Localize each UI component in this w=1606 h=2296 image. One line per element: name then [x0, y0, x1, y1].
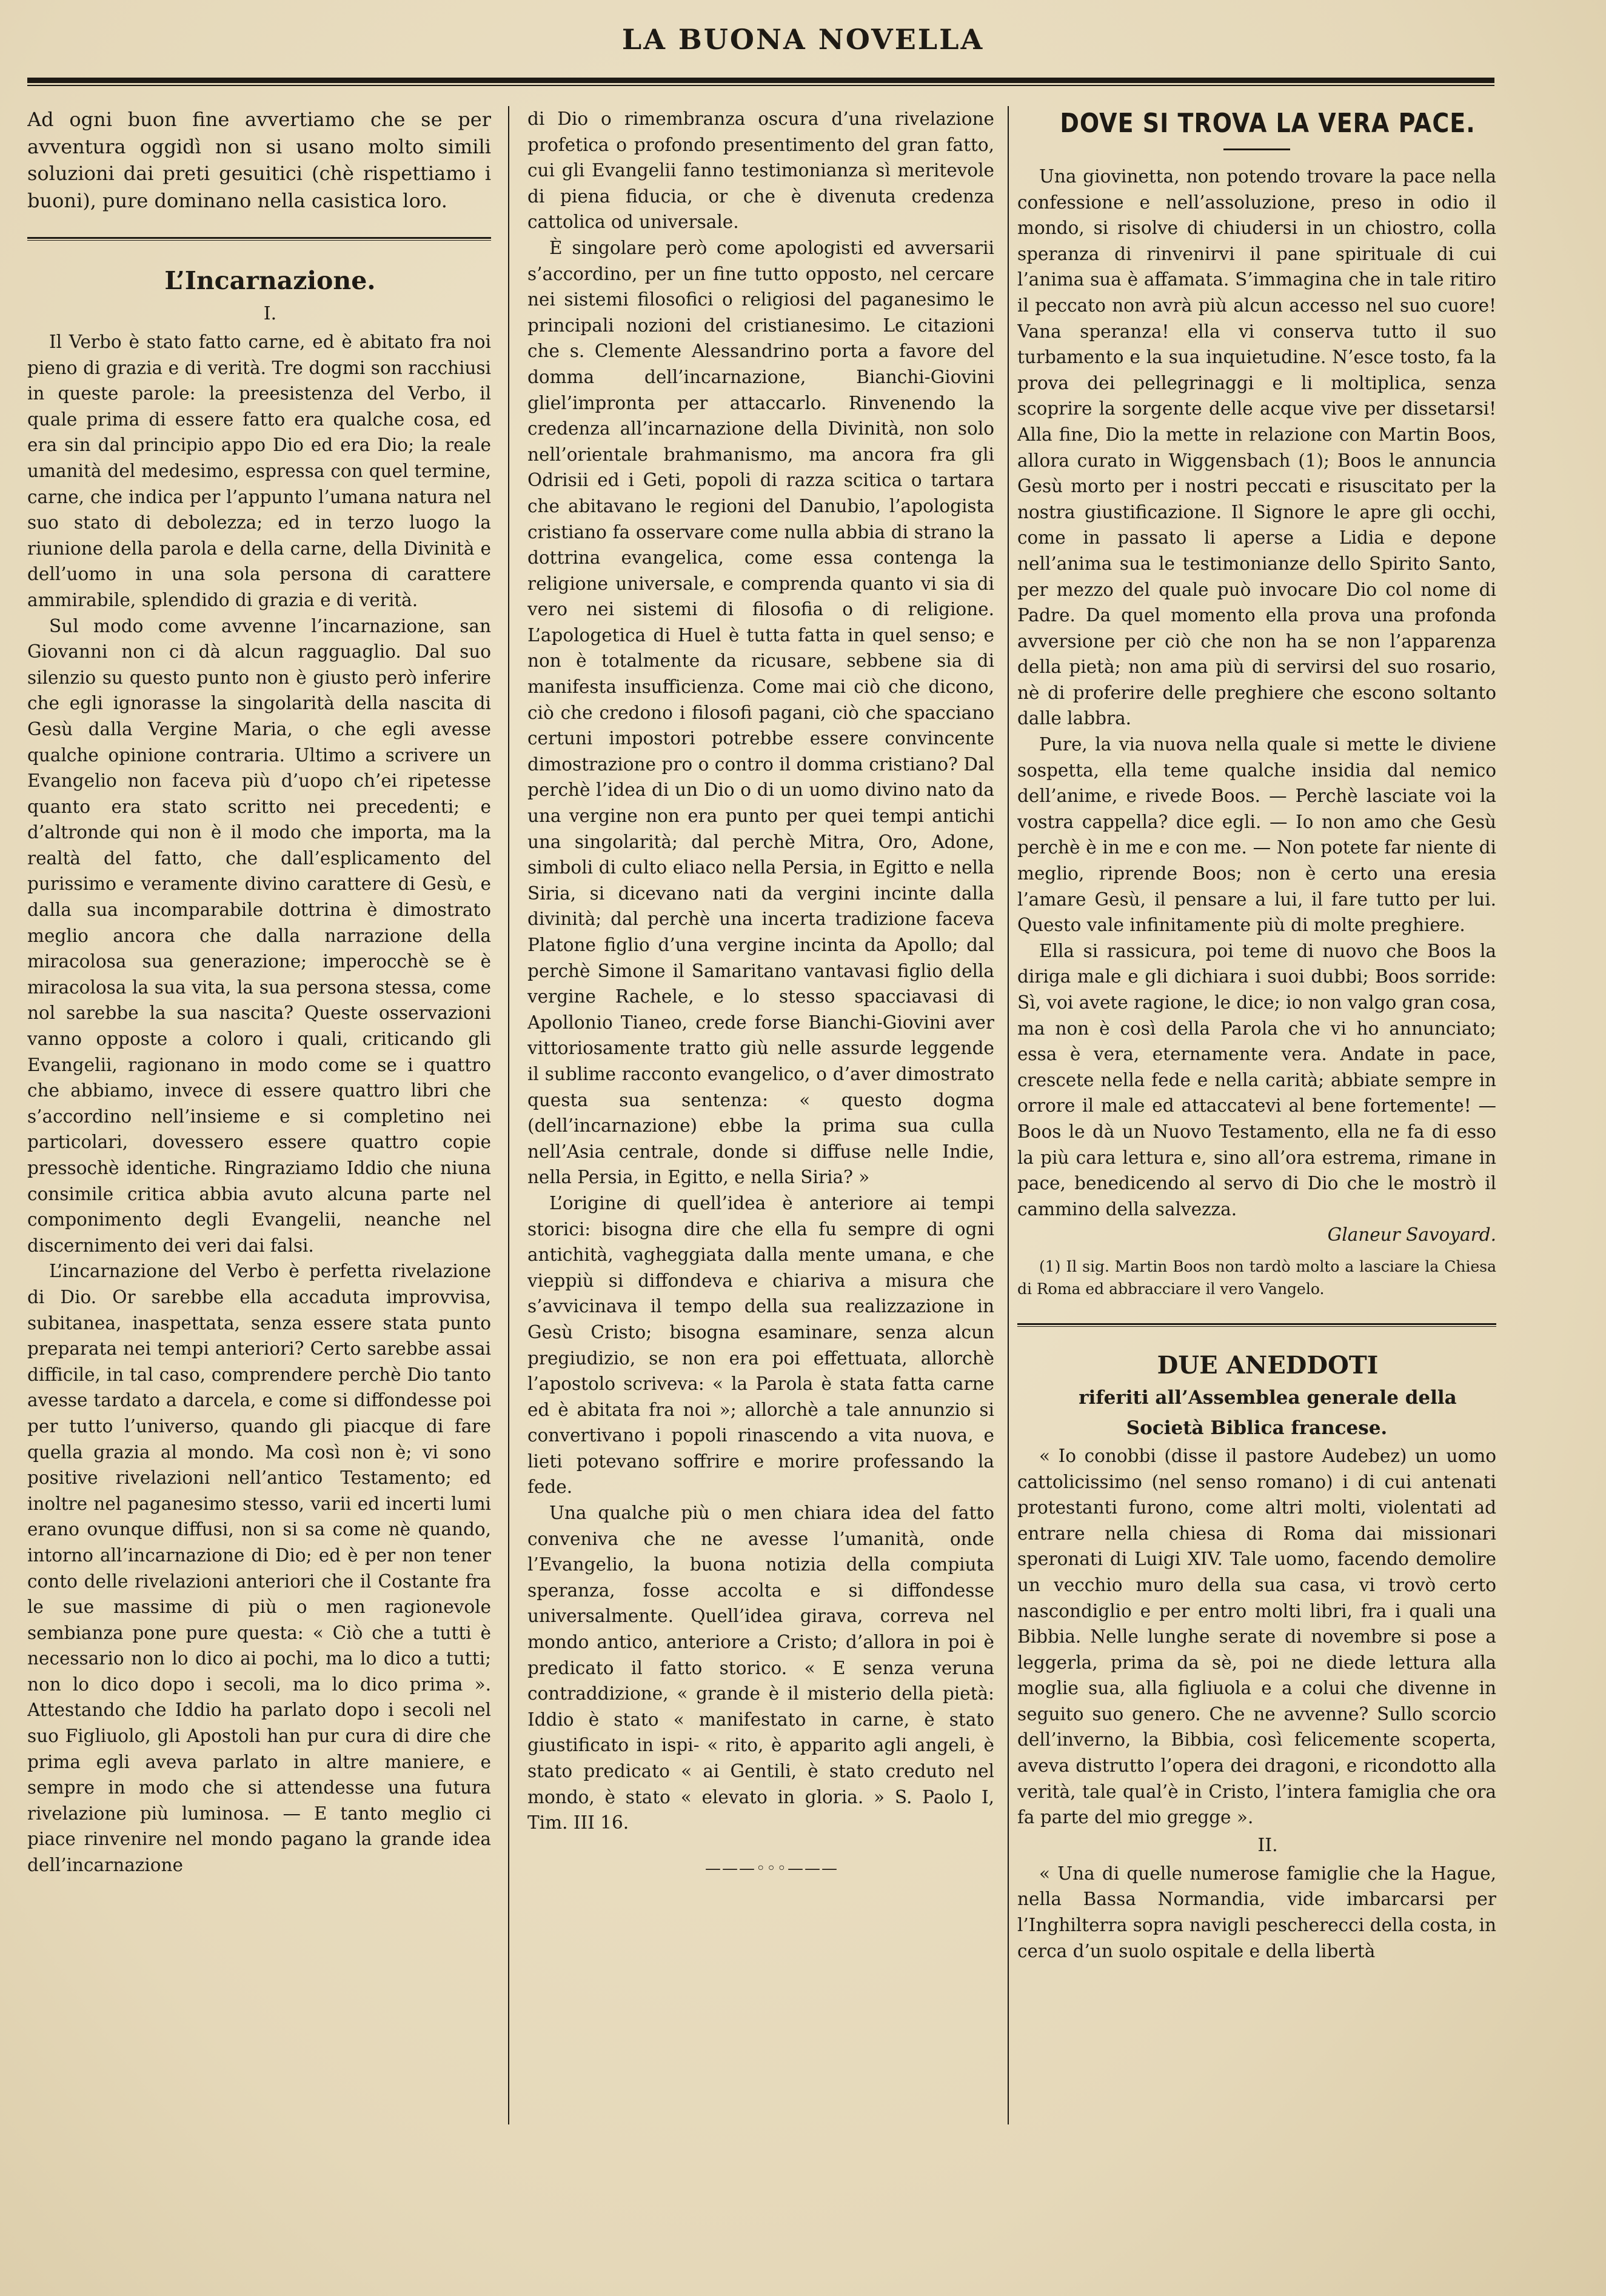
column-rule-2: [1008, 106, 1009, 2124]
paragraph: Ella si rassicura, poi teme di nuovo che Boos la diriga male e gli dichiara i suoi dubbi; Boos sorride: Sì, voi avete ragione, le dice; io non valgo gran cosa, ma non è così della Parola che vi ho annunciato; essa è vera, eternamente vera. Andate in pace, crescete nella fede e nella carità; abbiate sempre in orrore il male ed attaccatevi al bene fortemente! — Boos le dà un Nuovo Testamento, ella ne fa di esso la più cara lettura e, sino all’ora estrema, rimane in pace, benedicendo al servo di Dio che le mostrò il cammino della salvezza.: [1017, 940, 1496, 1220]
paragraph: L’incarnazione del Verbo è perfetta rivelazione di Dio. Or sarebbe ella accaduta improvvisa, subitanea, inaspettata, senza essere stata punto preparata nei tempi anteriori? Certo sarebbe assai difficile, in tal caso, comprendere perchè Dio tanto avesse tardato a darcela, e come si diffondesse poi per tutto l’universo, quando gli piacque di fare quella grazia al mondo. Ma così non è; vi sono positive rivelazioni nell’antico Testamento; ed inoltre nel paganesimo stesso, varii ed incerti lumi erano ovunque diffusi, non si sa come nè quando, intorno all’incarnazione di Dio; ed è per non tener conto delle rivelazioni anteriori che il Costante fra le sue massime di più o men ragionevole sembianza pone pure questa: « Ciò che a tutti è necessario non lo dico ai pochi, ma lo dico a tutti; non lo dico dopo i secoli, ma lo dico prima ». Attestando che Iddio ha parlato dopo i secoli nel suo Figliuolo, gli Apostoli han pur cura di dire che prima egli aveva parlato in altre maniere, e sempre in modo che si attendesse una futura rivelazione più luminosa. — E tanto meglio ci piace rinvenire nel mondo pagano la grande idea dell’incarnazione: [27, 1261, 491, 1876]
paragraph: L’origine di quell’idea è anteriore ai tempi storici: bisogna dire che ella fu sempre di ogni antichità, vagheggiata dalla mente umana, e che vieppiù si diffondeva e chiariva a misura che s’avvicinava il tempo della sua realizzazione in Gesù Cristo; bisogna esaminare, senza alcun pregiudizio, se non era poi effettuata, allorchè l’apostolo scriveva: « la Parola è stata fatta carne ed è abitata fra noi »; allorchè a tale annunzio si convertivano i popoli rinascendo a vita nuova, e lieti potevano soffrire e morire professando la fede.: [527, 1192, 994, 1498]
anecdote-1: « Io conobbi (disse il pastore Audebez) un uomo cattolicissimo (nel senso romano) i di cui antenati protestanti furono, come altri molti, violentati ad entrare nella chiesa di Roma dai missionari speronati di Luigi XIV. Tale uomo, facendo demolire un vecchio muro della sua casa, vi trovò certo nascondiglio e per entro molti libri, fra i quali una Bibbia. Nelle lunghe serate di novembre si pose a leggerla, prima da sè, poi ne diede lettura alla moglie sua, alla figliuola e a colui che divenne in seguito suo genero. Che ne avvenne? Sullo scorcio dell’inverno, la Bibbia, così felicemente scoperta, aveva distrutto l’opera dei dragoni, e ricondotto alla verità, tale qual’è in Cristo, l’intera famiglia che ora fa parte del mio gregge ».: [1017, 1445, 1496, 1828]
footnote: (1) Il sig. Martin Boos non tardò molto a lasciare la Chiesa di Roma ed abbracciare il vero Vangelo.: [1017, 1257, 1496, 1298]
column-1: [27, 106, 491, 2179]
section-number: II.: [1257, 1834, 1278, 1856]
signature: Glaneur Savoyard.: [1327, 1224, 1496, 1246]
section-number: I.: [263, 303, 277, 324]
section-separator: [27, 237, 491, 241]
paragraph: Sul modo come avvenne l’incarnazione, san Giovanni non ci dà alcun ragguaglio. Dal suo silenzio su questo punto non è giusto però inferire che egli ignorasse la singolarità della nascita di Gesù dalla Vergine Maria, o che egli avesse qualche opinione contraria. Ultimo a scrivere un Evangelio non faceva più d’uopo ch’ei ripetesse quanto era stato scritto nei precedenti; e d’altronde qui non è il modo che importa, ma la realtà del fatto, che dall’esplicamento del purissimo e veramente divino carattere di Gesù, e dalla sua incomparabile dottrina è dimostrato meglio ancora che dalla narrazione della miracolosa sua generazione; imperocchè se è miracolosa la sua vita, la sua persona stessa, come nol sarebbe la sua nascita? Queste osservazioni vanno opposte a coloro i quali, criticando gli Evangelii, ragionano in modo come se i quattro che abbiamo, invece di essere quattro libri che s’accordino nell’insieme e si completino nei particolari, dovessero essere quattro copie pressochè identiche. Ringraziamo Iddio che niuna consimile critica abbia avuto alcuna parte nel componimento degli Evangelii, neanche nel discernimento dei veri dai falsi.: [27, 615, 491, 1256]
column-rule-1: [508, 106, 509, 2124]
paragraph: di Dio o rimembranza oscura d’una rivelazione profetica o profondo presentimento del gran fatto, cui gli Evangelii fanno testimonianza sì meritevole di piena fiducia, or che è divenuta credenza cattolica od universale.: [527, 108, 994, 233]
masthead-title: LA BUONA NOVELLA: [621, 23, 985, 56]
masthead-rule: [27, 78, 1494, 86]
section-separator: [1017, 1323, 1496, 1327]
anecdote-2: « Una di quelle numerose famiglie che la Hague, nella Bassa Normandia, vide imbarcarsi per l’Inghilterra sopra navigli pescherecci della costa, in cerca d’un suolo ospitale e della libertà: [1017, 1863, 1496, 1961]
paragraph: Una qualche più o men chiara idea del fatto conveniva che ne avesse l’umanità, onde l’Evangelio, la buona notizia della compiuta speranza, fosse accolta e si diffondesse universalmente. Quell’idea girava, correva nel mondo antico, anteriore a Cristo; d’allora in poi è predicato il fatto storico. « E senza veruna contraddizione, « grande è il misterio della pietà: Iddio è stato « manifestato in carne, è stato giustificato in ispi- « rito, è apparito agli angeli, è stato predicato « ai Gentili, è stato creduto nel mondo, è stato « elevato in gloria. » S. Paolo I, Tim. III 16.: [527, 1503, 994, 1834]
paragraph: Il Verbo è stato fatto carne, ed è abitato fra noi pieno di grazia e di verità. Tre dogmi son racchiusi in queste parole: la preesistenza del Verbo, il quale prima di essere fatto era qualche cosa, ed era sin dal principio appo Dio ed era Dio; la reale umanità del medesimo, espressa con quel termine, carne, che indica per l’appunto l’umana natura nel suo stato di debolezza; ed in terzo luogo la riunione della parola e della carne, della Divinità e dell’uomo in una sola persona di carattere ammirabile, splendido di grazia e di verità.: [27, 332, 491, 610]
paragraph: Pure, la via nuova nella quale si mette le diviene sospetta, ella teme qualche insidia dal nemico dell’anime, e rivede Boos. — Perchè lasciate voi la vostra cappella? dice egli. — Io non amo che Gesù perchè è in me e con me. — Non potete far niente di meglio, riprende Boos; non è certo una eresia l’amare Gesù, il pensare a lui, il fare tutto per lui. Questo vale infinitamente più di molte preghiere.: [1017, 734, 1496, 936]
column-2: [527, 106, 994, 2179]
column-3: [1017, 106, 1496, 2179]
title-ornament: [1223, 149, 1290, 150]
article-title-aneddoti: DUE ANEDDOTI: [1157, 1350, 1379, 1380]
article-title-incarnazione: L’Incarnazione.: [164, 266, 376, 295]
article-title-vera-pace: DOVE SI TROVA LA VERA PACE.: [1060, 107, 1476, 139]
paragraph: È singolare però come apologisti ed avversarii s’accordino, per un fine tutto opposto, nel cercare nei sistemi filosofici o religiosi del paganesimo le principali nozioni del cristianesimo. Le citazioni che s. Clemente Alessandrino porta a favore del domma dell’incarnazione, Bianchi-Giovini gliel’impronta per attaccarlo. Rinvenendo la credenza all’incarnazione della Divinità, non solo nell’orientale brahmanismo, ma ancora fra gli Odrisii ed i Geti, popoli di razza scitica o tartara che abitavano le regioni del Danubio, l’apologista cristiano fa osservare come nulla abbia di strano la dottrina evangelica, come essa contenga la religione universale, e comprenda quanto vi sia di vero nei sistemi di filosofia o di religione. L’apologetica di Huel è tutta fatta in quel senso; e non è totalmente da ricusare, sebbene sia di manifesta insufficienza. Come mai ciò che dicono, ciò che credono i filosofi pagani, ciò che spacciano certuni impostori potrebbe essere convincente dimostrazione pro o contro il domma cristiano? Dal perchè l’idea di un Dio o di un uomo divino nato da una vergine non era punto per quei tempi antichi una singolarità; dal perchè Mitra, Oro, Adone, simboli di culto eliaco nella Persia, in Egitto e nella Siria, si dicevano nati da vergini incinte dalla divinità; dal perchè una incerta tradizione faceva Platone figlio d’una vergine incinta da Apollo; dal perchè Simone il Samaritano vantavasi figlio della vergine Rachele, e lo stesso spacciavasi di Apollonio Tianeo, crede forse Bianchi-Giovini aver vittoriosamente tratto giù nelle assurde leggende il sublime racconto evangelico, o d’aver dimostrato questa sua sentenza: « questo dogma (dell’incarnazione) ebbe la prima sua culla nell’Asia centrale, donde si diffuse nelle Indie, nella Persia, in Egitto, e nella Siria? »: [527, 237, 994, 1188]
article-subtitle-aneddoti: riferiti all’Assemblea generale della Società Biblica francese.: [1079, 1386, 1457, 1439]
end-ornament: ———◦◦◦———: [704, 1859, 838, 1878]
paragraph: Una giovinetta, non potendo trovare la pace nella confessione e nell’assoluzione, preso in odio il mondo, si risolve di chiudersi in un chiostro, colla speranza di rinvenirvi il pane spirituale di cui l’anima sua è affamata. S’immagina che in tale ritiro il peccato non avrà più alcun accesso nel suo cuore! Vana speranza! ella vi conserva tutto il suo turbamento e la sua inquietudine. N’esce tosto, fa la prova dei pellegrinaggi e li moltiplica, senza scoprire la sorgente delle acque vive per dissetarsi! Alla fine, Dio la mette in relazione con Martin Boos, allora curato in Wiggensbach (1); Boos le annuncia Gesù morto per i nostri peccati e risuscitato per la nostra giustificazione. Il Signore le apre gli occhi, come in passato li aperse a Lidia e depone nell’anima sua le testimonianze dello Spirito Santo, per mezzo del quale può invocare Dio col nome di Padre. Da quel momento ella prova una profonda avversione per ciò che non ha se non l’apparenza della pietà; non ama più di servirsi del suo rosario, nè di proferire delle preghiere che escono soltanto dalle labbra.: [1017, 166, 1496, 729]
lead-note: Ad ogni buon fine avvertiamo che se per avventura oggidì non si usano molto simili soluzioni dai preti gesuitici (chè rispettiamo i buoni), pure dominano nella casistica loro.: [27, 108, 491, 212]
